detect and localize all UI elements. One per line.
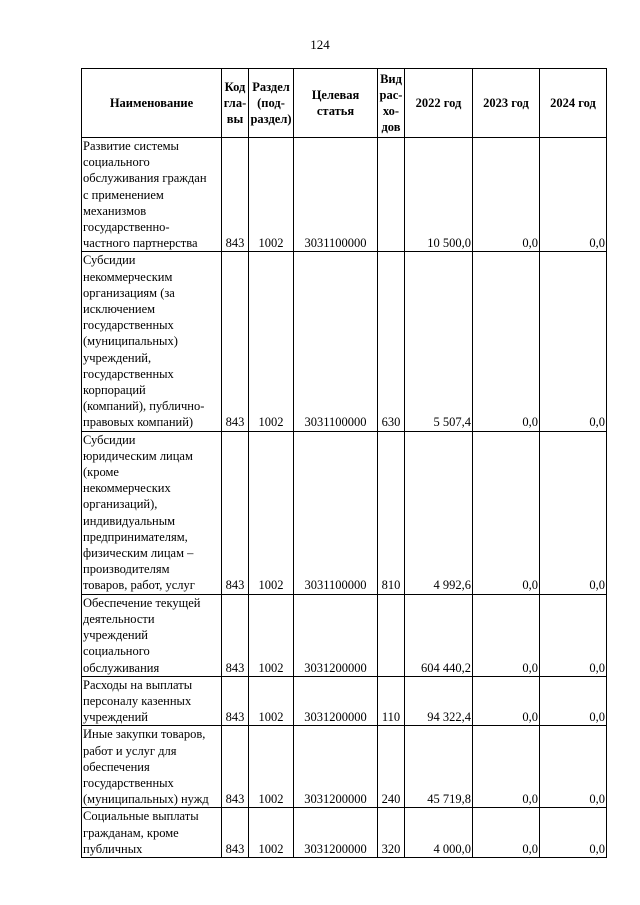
row-target-article: 3031200000 (294, 808, 378, 858)
row-section-code: 1002 (249, 594, 294, 676)
row-amount-2022: 45 719,8 (405, 726, 473, 808)
row-expense-type: 810 (378, 431, 405, 594)
table-body (82, 138, 607, 858)
row-target-article: 3031200000 (294, 726, 378, 808)
row-amount-2023: 0,0 (473, 594, 540, 676)
row-amount-2022: 5 507,4 (405, 252, 473, 431)
row-amount-2023: 0,0 (473, 808, 540, 858)
row-name: Расходы на выплаты персоналу казенных учреждений (82, 676, 222, 726)
budget-table (81, 68, 607, 858)
row-amount-2023: 0,0 (473, 252, 540, 431)
row-name: Субсидии некоммерческим организациям (за исключением государственных (муниципальных) учреждений, государственных корпораций (компаний), публично- правовых компаний) (82, 252, 222, 431)
row-chapter-code: 843 (222, 431, 249, 594)
column-header-target: Целевая статья (294, 69, 378, 138)
header-row (82, 69, 607, 138)
row-name: Обеспечение текущей деятельности учреждений социального обслуживания (82, 594, 222, 676)
row-chapter-code: 843 (222, 676, 249, 726)
row-target-article: 3031100000 (294, 252, 378, 431)
row-amount-2023: 0,0 (473, 431, 540, 594)
row-expense-type (378, 138, 405, 252)
column-header-name: Наименование (82, 69, 222, 138)
row-chapter-code: 843 (222, 138, 249, 252)
table-row (82, 252, 607, 431)
row-name: Субсидии юридическим лицам (кроме некоммерческих организаций), индивидуальным предпринимателям, физическим лицам – производителям товаров, работ, услуг (82, 431, 222, 594)
table-row (82, 726, 607, 808)
row-amount-2024: 0,0 (540, 808, 607, 858)
row-section-code: 1002 (249, 431, 294, 594)
row-amount-2022: 4 992,6 (405, 431, 473, 594)
column-header-2022: 2022 год (405, 69, 473, 138)
row-amount-2023: 0,0 (473, 138, 540, 252)
row-name: Иные закупки товаров, работ и услуг для обеспечения государственных (муниципальных) нужд (82, 726, 222, 808)
row-expense-type: 320 (378, 808, 405, 858)
row-amount-2024: 0,0 (540, 138, 607, 252)
row-expense-type: 110 (378, 676, 405, 726)
row-section-code: 1002 (249, 726, 294, 808)
row-target-article: 3031100000 (294, 431, 378, 594)
row-section-code: 1002 (249, 808, 294, 858)
row-target-article: 3031200000 (294, 594, 378, 676)
row-expense-type: 240 (378, 726, 405, 808)
table-row (82, 808, 607, 858)
row-name: Социальные выплаты гражданам, кроме публичных (82, 808, 222, 858)
row-amount-2024: 0,0 (540, 676, 607, 726)
row-target-article: 3031200000 (294, 676, 378, 726)
row-expense-type: 630 (378, 252, 405, 431)
row-chapter-code: 843 (222, 252, 249, 431)
row-amount-2023: 0,0 (473, 676, 540, 726)
column-header-expense: Вид рас- хо- дов (378, 69, 405, 138)
row-amount-2022: 94 322,4 (405, 676, 473, 726)
row-expense-type (378, 594, 405, 676)
column-header-2024: 2024 год (540, 69, 607, 138)
row-chapter-code: 843 (222, 726, 249, 808)
page-number: 124 (310, 37, 330, 52)
table-row (82, 138, 607, 252)
table-row (82, 594, 607, 676)
row-amount-2022: 10 500,0 (405, 138, 473, 252)
row-target-article: 3031100000 (294, 138, 378, 252)
row-chapter-code: 843 (222, 594, 249, 676)
row-amount-2023: 0,0 (473, 726, 540, 808)
table-row (82, 431, 607, 594)
row-amount-2024: 0,0 (540, 726, 607, 808)
row-name: Развитие системы социального обслуживания граждан с применением механизмов государственно- частного партнерства (82, 138, 222, 252)
column-header-chapter: Код гла- вы (222, 69, 249, 138)
row-section-code: 1002 (249, 676, 294, 726)
table-row (82, 676, 607, 726)
column-header-2023: 2023 год (473, 69, 540, 138)
row-amount-2022: 4 000,0 (405, 808, 473, 858)
row-section-code: 1002 (249, 252, 294, 431)
row-amount-2024: 0,0 (540, 431, 607, 594)
row-amount-2022: 604 440,2 (405, 594, 473, 676)
row-section-code: 1002 (249, 138, 294, 252)
row-chapter-code: 843 (222, 808, 249, 858)
row-amount-2024: 0,0 (540, 252, 607, 431)
row-amount-2024: 0,0 (540, 594, 607, 676)
column-header-section: Раздел (под- раздел) (249, 69, 294, 138)
